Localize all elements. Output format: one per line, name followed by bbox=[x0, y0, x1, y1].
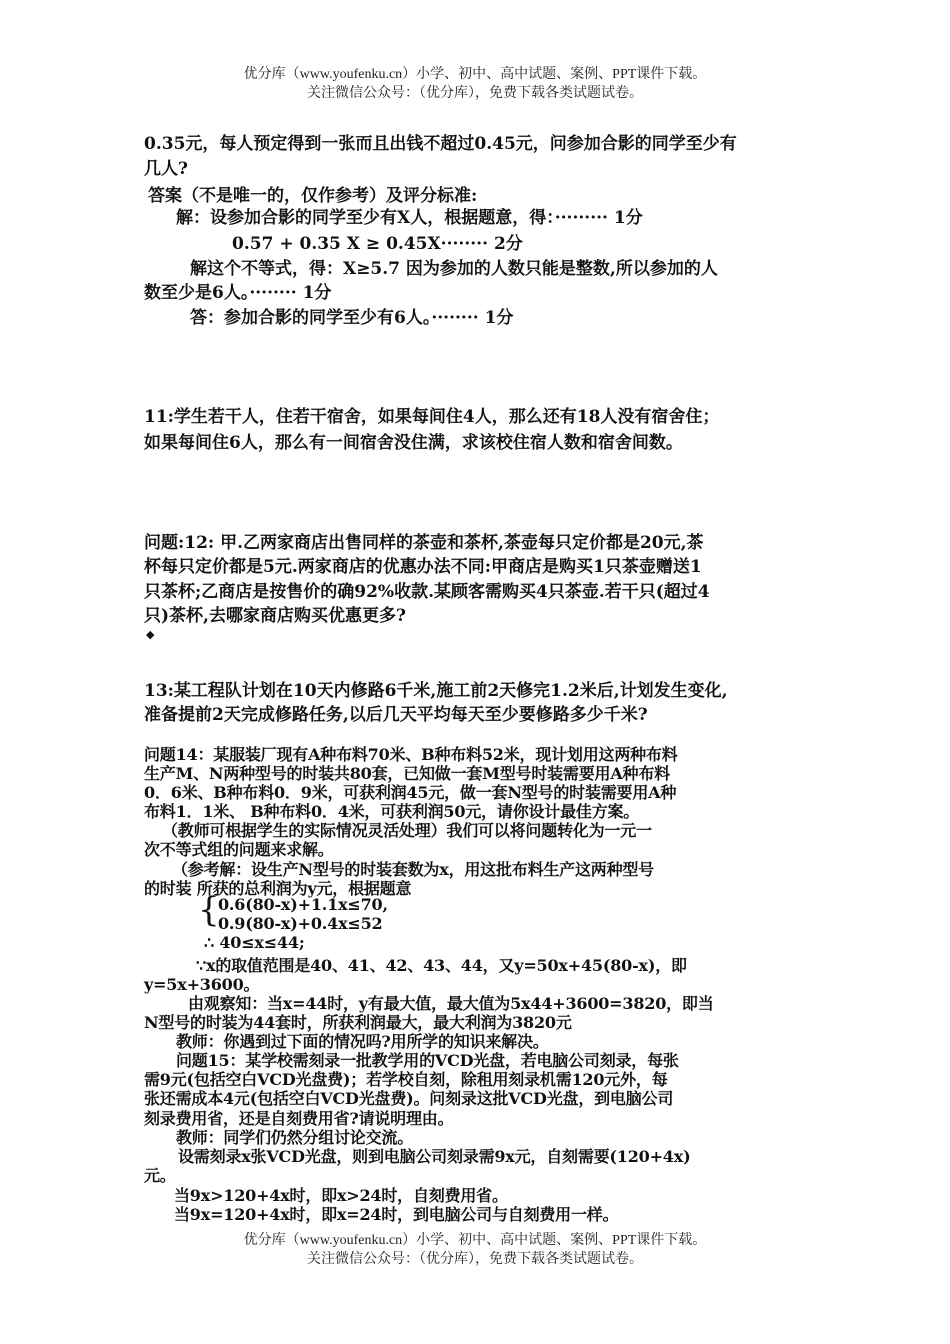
q12-line-1: 问题:12: 甲.乙两家商店出售同样的茶壶和茶杯,茶壶每只定价都是20元,茶 bbox=[144, 533, 704, 553]
footer-line-1: 优分库（www.youfenku.cn）小学、初中、高中试题、案例、PPT课件下载。 bbox=[243, 1233, 707, 1248]
q15-line-5: 教师：同学们仍然分组讨论交流。 bbox=[176, 1128, 414, 1147]
q15-line-2: 需9元(包括空白VCD光盘费)；若学校自刻，除租用刻录机需120元外，每 bbox=[144, 1070, 668, 1089]
q14-solution-range: ∴ 40≤x≤44; bbox=[204, 933, 305, 952]
q10-line-4: 解：设参加合影的同学至少有X人，根据题意，得：········· 1分 bbox=[176, 208, 643, 228]
q11-line-1: 11:学生若干人，住若干宿舍，如果每间住4人，那么还有18人没有宿舍住； bbox=[144, 407, 720, 427]
inequality-1: 0.6(80-x)+1.1x≤70, bbox=[218, 895, 388, 914]
footer-line-2: 关注微信公众号：（优分库），免费下载各类试题试卷。 bbox=[307, 1252, 643, 1267]
header-line-2: 关注微信公众号：（优分库），免费下载各类试题试卷。 bbox=[307, 86, 643, 101]
q14-line-15: N型号的时装为44套时，所获利润最大，最大利润为3820元 bbox=[144, 1013, 572, 1032]
q15-line-8: 当9x>120+4x时，即x>24时，自刻费用省。 bbox=[174, 1186, 508, 1205]
q14-line-3: 0．6米、B种布料0．9米，可获利润45元，做一套N型号的时装需要用A种 bbox=[144, 783, 677, 802]
q13-line-1: 13:某工程队计划在10天内修路6千米,施工前2天修完1.2米后,计划发生变化, bbox=[144, 681, 728, 701]
q14-line-14: 由观察知：当x=44时，y有最大值，最大值为5x44+3600=3820，即当 bbox=[188, 994, 714, 1013]
header-line-1: 优分库（www.youfenku.cn）小学、初中、高中试题、案例、PPT课件下载。 bbox=[243, 67, 707, 82]
q14-line-6: 次不等式组的问题来求解。 bbox=[144, 840, 334, 859]
q10-inequality: 0.57 + 0.35 X ≥ 0.45X········ 2分 bbox=[232, 234, 523, 254]
q14-line-7: （参考解：设生产N型号的时装套数为x，用这批布料生产这两种型号 bbox=[172, 860, 654, 879]
q14-line-13: y=5x+3600。 bbox=[144, 975, 260, 994]
q10-line-1: 0.35元，每人预定得到一张而且出钱不超过0.45元，问参加合影的同学至少有 bbox=[144, 134, 737, 154]
q15-line-6: 设需刻录x张VCD光盘，则到电脑公司刻录需9x元，自刻需要(120+4x) bbox=[178, 1147, 691, 1166]
bullet-diamond-icon: ◆ bbox=[146, 628, 155, 641]
q10-line-8: 答：参加合影的同学至少有6人。········ 1分 bbox=[190, 308, 514, 328]
q14-line-2: 生产M、N两种型号的时装共80套，已知做一套M型号时装需要用A种布料 bbox=[144, 764, 670, 783]
q12-line-4: 只)茶杯,去哪家商店购买优惠更多? bbox=[144, 606, 406, 626]
system-brace: { bbox=[198, 890, 220, 930]
q10-line-7: 数至少是6人。········ 1分 bbox=[144, 283, 332, 303]
q13-line-2: 准备提前2天完成修路任务,以后几天平均每天至少要修路多少千米? bbox=[144, 705, 648, 725]
q15-line-9: 当9x=120+4x时，即x=24时，到电脑公司与自刻费用一样。 bbox=[174, 1205, 619, 1224]
q14-line-16: 教师：你遇到过下面的情况吗?用所学的知识来解决。 bbox=[176, 1032, 549, 1051]
q12-line-3: 只茶杯;乙商店是按售价的确92%收款.某顾客需购买4只茶壶.若干只(超过4 bbox=[144, 582, 710, 602]
q10-answer-heading: 答案（不是唯一的，仅作参考）及评分标准: bbox=[148, 186, 478, 206]
q15-line-4: 刻录费用省，还是自刻费用省?请说明理由。 bbox=[144, 1109, 454, 1128]
q15-line-7: 元。 bbox=[144, 1166, 176, 1185]
q10-line-6: 解这个不等式，得：X≥5.7 因为参加的人数只能是整数,所以参加的人 bbox=[190, 259, 718, 279]
q14-line-12: ∵x的取值范围是40、41、42、43、44，又y=50x+45(80-x)，即 bbox=[196, 956, 687, 975]
q10-line-2: 几人? bbox=[144, 159, 188, 179]
q14-line-4: 布料1．1米、 B种布料0．4米，可获利润50元，请你设计最佳方案。 bbox=[144, 802, 640, 821]
q14-line-1: 问题14：某服装厂现有A种布料70米、B种布料52米，现计划用这两种布料 bbox=[144, 745, 678, 764]
q12-line-2: 杯每只定价都是5元.两家商店的优惠办法不同:甲商店是购买1只茶壶赠送1 bbox=[144, 557, 702, 577]
q11-line-2: 如果每间住6人，那么有一间宿舍没住满，求该校住宿人数和宿舍间数。 bbox=[144, 433, 683, 453]
q15-line-3: 张还需成本4元(包括空白VCD光盘费)。问刻录这批VCD光盘，到电脑公司 bbox=[144, 1089, 674, 1108]
q14-line-8: 的时装 所获的总利润为y元，根据题意 bbox=[144, 879, 412, 898]
q15-line-1: 问题15：某学校需刻录一批教学用的VCD光盘，若电脑公司刻录，每张 bbox=[176, 1051, 679, 1070]
inequality-2: 0.9(80-x)+0.4x≤52 bbox=[218, 914, 383, 933]
q14-line-5: （教师可根据学生的实际情况灵活处理）我们可以将问题转化为一元一 bbox=[162, 821, 652, 840]
